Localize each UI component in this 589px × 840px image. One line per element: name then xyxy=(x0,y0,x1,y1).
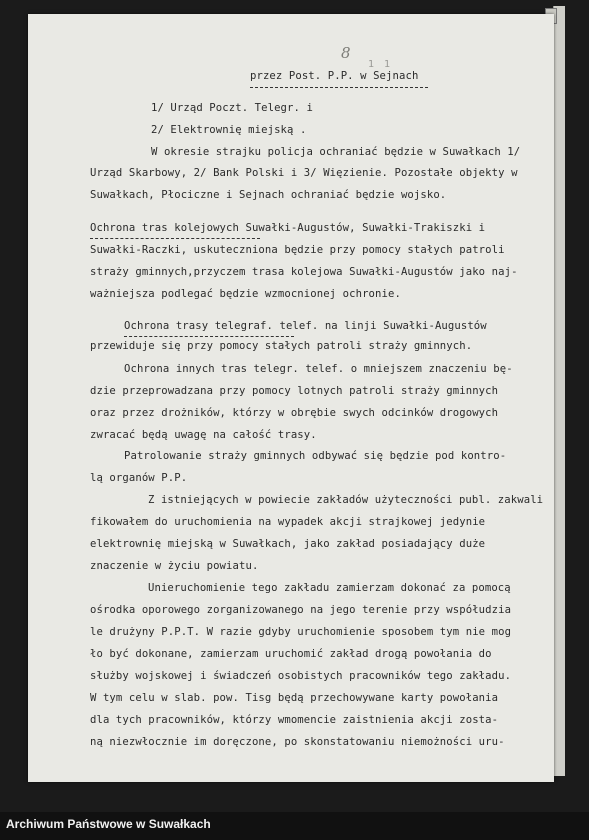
document-line: służby wojskowej i świadczeń osobistych pracowników tego zakładu. xyxy=(90,670,512,682)
document-line: przewiduje się przy pomocy stałych patroli straży gminnych. xyxy=(90,340,473,352)
document-line: znaczenie w życiu powiatu. xyxy=(90,560,259,572)
document-line: Z istniejących w powiecie zakładów użyteczności publ. zakwali xyxy=(148,494,544,506)
document-line: ważniejsza podlegać będzie wzmocnionej ochronie. xyxy=(90,288,401,300)
document-line: ło być dokonane, zamierzam uruchomić zakład drogą powołania do xyxy=(90,648,492,660)
page-number: 8 xyxy=(341,44,351,62)
document-line: Patrolowanie straży gminnych odbywać się będzie pod kontro- xyxy=(124,450,507,462)
document-line: ną niezwłocznie im doręczone, po skonstatowaniu niemożności uru- xyxy=(90,736,505,748)
document-line: Urząd Skarbowy, 2/ Bank Polski i 3/ Więzienie. Pozostałe objekty w xyxy=(90,167,518,179)
document-line: Suwałkach, Płociczne i Sejnach ochraniać będzie wojsko. xyxy=(90,189,447,201)
document-line: W okresie strajku policja ochraniać będzie w Suwałkach 1/ xyxy=(151,146,521,158)
document-line: dzie przeprowadzana przy pomocy lotnych patroli straży gminnych xyxy=(90,385,499,397)
document-line: 2/ Elektrownię miejską . xyxy=(151,124,307,136)
document-line: W tym celu w slab. pow. Tisg będą przechowywane karty powołania xyxy=(90,692,499,704)
section-underline xyxy=(90,238,260,239)
document-line: Ochrona trasy telegraf. telef. na linji Suwałki-Augustów xyxy=(124,320,487,332)
document-line: zwracać będą uwagę na całość trasy. xyxy=(90,429,317,441)
document-heading: przez Post. P.P. w Sejnach xyxy=(250,70,419,82)
document-page xyxy=(28,14,554,782)
archive-label: Archiwum Państwowe w Suwałkach xyxy=(6,817,211,831)
document-line: ośrodka oporowego zorganizowanego na jego terenie przy współudzia xyxy=(90,604,512,616)
document-line: Suwałki-Raczki, uskuteczniona będzie przy pomocy stałych patroli xyxy=(90,244,505,256)
document-line: 1/ Urząd Poczt. Telegr. i xyxy=(151,102,313,114)
document-line: lą organów P.P. xyxy=(90,472,188,484)
document-line: elektrownię miejską w Suwałkach, jako zakład posiadający duże xyxy=(90,538,486,550)
document-line: Unieruchomienie tego zakładu zamierzam dokonać za pomocą xyxy=(148,582,511,594)
document-line: le drużyny P.P.T. W razie gdyby uruchomienie sposobem tym nie mog xyxy=(90,626,512,638)
paper-edge xyxy=(553,6,565,776)
document-line: dla tych pracowników, którzy wmomencie zaistnienia akcji zosta- xyxy=(90,714,499,726)
document-line: Ochrona innych tras telegr. telef. o mniejszem znaczeniu bę- xyxy=(124,363,513,375)
document-line: oraz przez drożników, którzy w obrębie swych odcinków drogowych xyxy=(90,407,499,419)
document-line: fikowałem do uruchomienia na wypadek akcji strajkowej jedynie xyxy=(90,516,486,528)
page-marks: 1 1 xyxy=(368,59,393,70)
heading-underline xyxy=(250,87,428,88)
document-line: Ochrona tras kolejowych Suwałki-Augustów, Suwałki-Trakiszki i xyxy=(90,222,486,234)
section-underline xyxy=(124,336,294,337)
document-line: straży gminnych,przyczem trasa kolejowa Suwałki-Augustów jako naj- xyxy=(90,266,518,278)
